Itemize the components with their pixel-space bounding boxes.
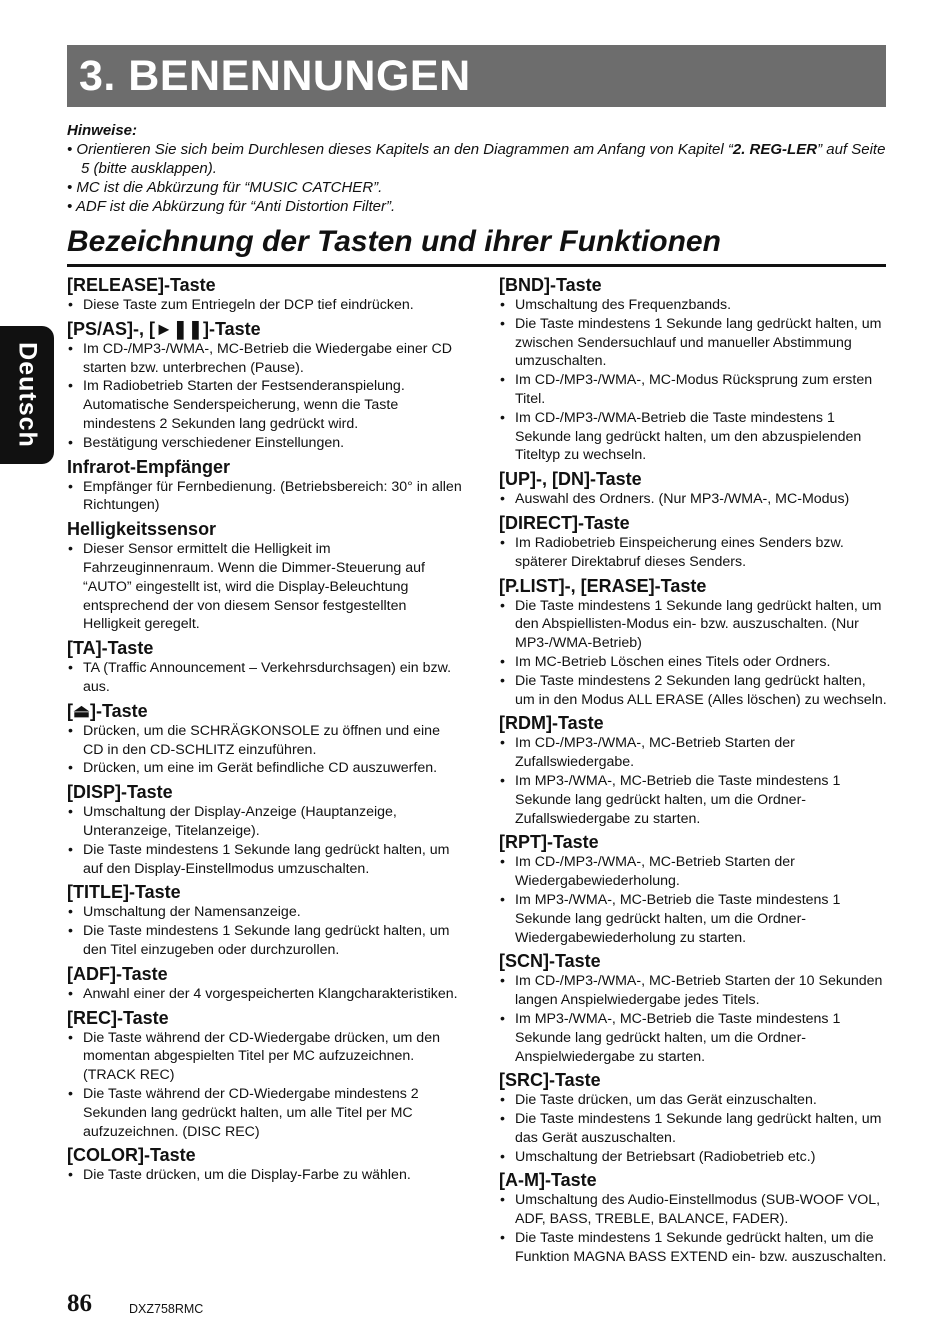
language-tab-label: Deutsch [13, 342, 42, 448]
button-description [499, 575, 888, 710]
description-item: • Drücken, um die SCHRÄGKONSOLE zu öffnen und eine CD in den CD-SCHLITZ einzuführen. [67, 722, 462, 760]
description-list [499, 734, 888, 828]
description-item: • Die Taste während der CD-Wiedergabe drücken, um den momentan abgespielten Titel per MC aufzuzeichnen. (TRACK REC) [67, 1029, 462, 1085]
button-heading: [SCN]-Taste [499, 951, 601, 972]
description-item: • Die Taste mindestens 1 Sekunde gedrückt halten, um die Funktion MAGNA BASS EXTEND ein- bzw. auszuschalten. [499, 1229, 888, 1267]
left-column [67, 274, 462, 1188]
description-item: • Auswahl des Ordners. (Nur MP3-/WMA-, MC-Modus) [499, 490, 888, 509]
note-item [67, 140, 887, 178]
description-list [499, 534, 888, 572]
notes-title: Hinweise: [67, 122, 138, 139]
button-description [67, 456, 462, 516]
description-item: • Empfänger für Fernbedienung. (Betriebsbereich: 30° in allen Richtungen) [67, 478, 462, 516]
button-heading: [RELEASE]-Taste [67, 275, 216, 295]
description-item: • Im CD-/MP3-/WMA-, MC-Modus Rücksprung zum ersten Titel. [499, 371, 888, 409]
button-description [67, 637, 462, 697]
note-text: Orientieren Sie sich beim Durchlesen dieses Kapitels an den Diagrammen am Anfang von Kapitel “ [76, 141, 733, 158]
button-description [67, 781, 462, 878]
button-description [67, 274, 462, 315]
button-heading: [DIRECT]-Taste [499, 512, 630, 533]
button-description [67, 700, 462, 778]
description-item: • Umschaltung des Audio-Einstellmodus (SUB-WOOF VOL, ADF, BASS, TREBLE, BALANCE, FADER). [499, 1191, 888, 1229]
description-item: • Die Taste mindestens 1 Sekunde lang gedrückt halten, um den Abspiellisten-Modus ein- bzw. auszuschalten. (Nur MP3-/WMA-Betrieb) [499, 597, 888, 653]
description-list [499, 1191, 888, 1266]
description-item: • Umschaltung des Frequenzbands. [499, 296, 888, 315]
description-list [67, 340, 462, 453]
button-description [499, 468, 888, 509]
description-list [499, 853, 888, 947]
description-item: • Die Taste drücken, um die Display-Farbe zu wählen. [67, 1166, 462, 1185]
button-heading: [SRC]-Taste [499, 1070, 601, 1091]
right-column [499, 274, 888, 1270]
note-text: ADF ist die Abkürzung für “Anti Distortion Filter”. [75, 198, 396, 215]
note-text: ” auf Seite 5 (bitte ausklappen). [81, 141, 886, 177]
description-item: • Im CD-/MP3-/WMA-, MC-Betrieb Starten der Wiedergabewiederholung. [499, 853, 888, 891]
description-list [67, 1166, 462, 1185]
button-description [499, 274, 888, 465]
button-heading: [UP]-, [DN]-Taste [499, 469, 642, 490]
description-list [67, 296, 462, 315]
note-item [67, 197, 887, 216]
description-item: • TA (Traffic Announcement – Verkehrsdurchsagen) ein bzw. aus. [67, 659, 462, 697]
button-description [499, 831, 888, 947]
model-number: DXZ758RMC [129, 1302, 204, 1316]
button-description [499, 950, 888, 1066]
description-item: • Anwahl einer der 4 vorgespeicherten Klangcharakteristiken. [67, 985, 462, 1004]
description-list [67, 903, 462, 959]
button-description [67, 1007, 462, 1142]
button-heading: [A-M]-Taste [499, 1170, 597, 1191]
description-item: • Bestätigung verschiedener Einstellungen. [67, 434, 462, 453]
description-list [499, 597, 888, 710]
button-heading: [COLOR]-Taste [67, 1145, 196, 1166]
bullet: • [67, 141, 77, 158]
description-item: • Die Taste mindestens 1 Sekunde lang gedrückt halten, um den Titel einzugeben oder durchzurollen. [67, 922, 462, 960]
button-description [499, 1069, 888, 1166]
description-item: • Umschaltung der Namensanzeige. [67, 903, 462, 922]
button-heading: [BND]-Taste [499, 275, 602, 295]
button-heading: [P.LIST]-, [ERASE]-Taste [499, 575, 707, 596]
notes-block [67, 121, 887, 216]
description-item: • Die Taste drücken, um das Gerät einzuschalten. [499, 1091, 888, 1110]
chapter-banner [67, 45, 886, 107]
description-item: • Die Taste mindestens 1 Sekunde lang gedrückt halten, um das Gerät auszuschalten. [499, 1110, 888, 1148]
button-description [499, 512, 888, 572]
description-item: • Umschaltung der Display-Anzeige (Hauptanzeige, Unteranzeige, Titelanzeige). [67, 803, 462, 841]
description-item: • Im CD-/MP3-/WMA-, MC-Betrieb die Wiedergabe einer CD starten bzw. unterbrechen (Pause). [67, 340, 462, 378]
button-description [67, 318, 462, 453]
description-item: • Im CD-/MP3-/WMA-, MC-Betrieb Starten der 10 Sekunden langen Anspielwiedergabe jedes Titels. [499, 972, 888, 1010]
button-heading: [⏏]-Taste [67, 700, 148, 721]
description-item: • Im CD-/MP3-/WMA-Betrieb die Taste mindestens 1 Sekunde lang gedrückt halten, um den abzuspielenden Titeltyp zu wechseln. [499, 409, 888, 465]
description-item: • Im MP3-/WMA-, MC-Betrieb die Taste mindestens 1 Sekunde lang gedrückt halten, um die Ordner-Anspielwiedergabe zu starten. [499, 1010, 888, 1066]
description-item: • Die Taste während der CD-Wiedergabe mindestens 2 Sekunden lang gedrückt halten, um alle Titel per MC aufzuzeichnen. (DISC REC) [67, 1085, 462, 1141]
description-list [67, 1029, 462, 1142]
section-title: Bezeichnung der Tasten und ihrer Funktionen [67, 222, 886, 267]
note-text: MC ist die Abkürzung für “MUSIC CATCHER”. [76, 179, 383, 196]
button-heading: [DISP]-Taste [67, 782, 173, 803]
chapter-title: 3. BENENNUNGEN [79, 52, 471, 100]
language-tab [0, 326, 54, 464]
button-description [67, 881, 462, 959]
button-heading: [RDM]-Taste [499, 713, 604, 734]
bullet: • [67, 198, 76, 215]
description-item: • Umschaltung der Betriebsart (Radiobetrieb etc.) [499, 1148, 888, 1167]
description-list [67, 478, 462, 516]
button-heading: [PS/AS]-, [►❚❚]-Taste [67, 318, 261, 339]
description-list [67, 540, 462, 634]
bullet: • [67, 179, 77, 196]
button-description [67, 518, 462, 634]
note-emphasis: 2. REG-LER [732, 141, 818, 158]
button-heading: [TITLE]-Taste [67, 882, 181, 903]
button-description [67, 963, 462, 1004]
description-list [499, 296, 888, 465]
description-item: • Im Radiobetrieb Starten der Festsenderanspielung. Automatische Senderspeicherung, wenn die Taste mindestens 2 Sekunden lang gedrückt wird. [67, 377, 462, 433]
description-list [499, 1091, 888, 1166]
page-number: 86 [67, 1290, 92, 1317]
description-item: • Die Taste mindestens 1 Sekunde lang gedrückt halten, um auf den Display-Einstellmodus umzuschalten. [67, 841, 462, 879]
description-list [499, 490, 888, 509]
button-description [499, 712, 888, 828]
button-heading: [REC]-Taste [67, 1007, 169, 1028]
description-item: • Drücken, um eine im Gerät befindliche CD auszuwerfen. [67, 759, 462, 778]
description-item: • Im CD-/MP3-/WMA-, MC-Betrieb Starten der Zufallswiedergabe. [499, 734, 888, 772]
description-item: • Im MP3-/WMA-, MC-Betrieb die Taste mindestens 1 Sekunde lang gedrückt halten, um die Ordner-Wiedergabewiederholung zu starten. [499, 891, 888, 947]
button-description [67, 1144, 462, 1185]
description-item: • Im Radiobetrieb Einspeicherung eines Senders bzw. späterer Direktabruf dieses Senders. [499, 534, 888, 572]
description-list [67, 803, 462, 878]
button-heading: [ADF]-Taste [67, 963, 168, 984]
description-item: • Im MC-Betrieb Löschen eines Titels oder Ordners. [499, 653, 888, 672]
description-item: • Die Taste mindestens 2 Sekunden lang gedrückt halten, um in den Modus ALL ERASE (Alles löschen) zu wechseln. [499, 672, 888, 710]
description-list [67, 659, 462, 697]
button-heading: [TA]-Taste [67, 638, 154, 659]
description-list [67, 722, 462, 778]
description-item: • Die Taste mindestens 1 Sekunde lang gedrückt halten, um zwischen Sendersuchlauf und manueller Abstimmung umzuschalten. [499, 315, 888, 371]
description-list [67, 985, 462, 1004]
description-item: • Dieser Sensor ermittelt die Helligkeit im Fahrzeuginnenraum. Wenn die Dimmer-Steuerung auf “AUTO” eingestellt ist, wird die Display-Beleuchtung entsprechend der von diesem Sensor festgestellten Helligkeit geregelt. [67, 540, 462, 634]
button-heading: Infrarot-Empfänger [67, 456, 231, 477]
description-item: • Diese Taste zum Entriegeln der DCP tief eindrücken. [67, 296, 462, 315]
note-item [67, 178, 887, 197]
button-heading: [RPT]-Taste [499, 832, 599, 853]
notes-list [67, 140, 887, 216]
description-list [499, 972, 888, 1066]
description-item: • Im MP3-/WMA-, MC-Betrieb die Taste mindestens 1 Sekunde lang gedrückt halten, um die Ordner-Zufallswiedergabe zu starten. [499, 772, 888, 828]
button-description [499, 1169, 888, 1266]
button-heading: Helligkeitssensor [67, 519, 217, 540]
